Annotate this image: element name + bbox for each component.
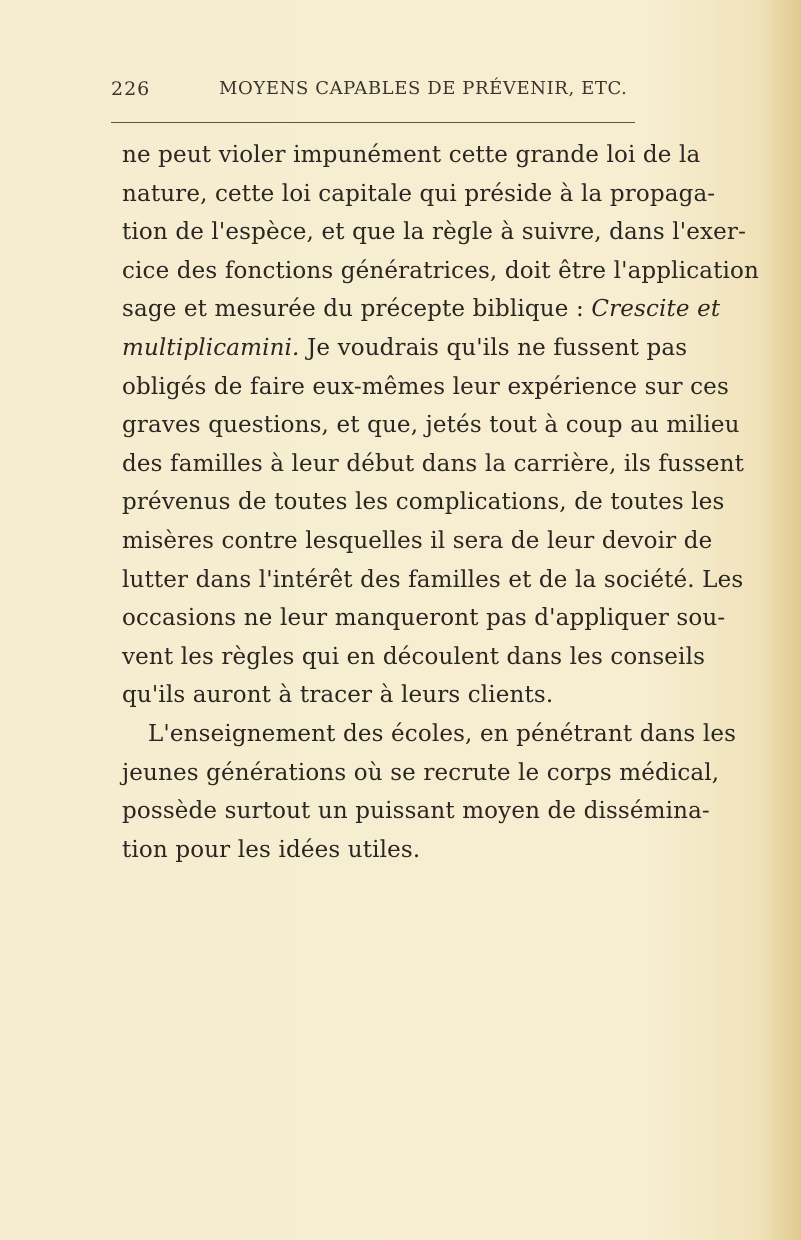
text-line — [122, 290, 721, 329]
text-segment: sage et mesurée du précepte biblique : — [122, 296, 592, 323]
text-line: jeunes générations où se recrute le corps médical, — [122, 759, 720, 786]
text-line: tion pour les idées utiles. — [122, 836, 421, 863]
text-line — [122, 329, 712, 368]
text-line: ne peut violer impunément cette grande loi de la — [122, 142, 701, 168]
page-number: 226 — [111, 78, 151, 100]
text-segment: Je voudrais qu'ils ne fussent pas — [299, 334, 688, 361]
latin-quote-continued: multiplicamini. — [122, 334, 300, 361]
text-line: des familles à leur début dans la carrière, ils fussent — [122, 450, 745, 477]
text-line: L'enseignement des écoles, en pénétrant dans les — [148, 720, 737, 747]
body-text — [122, 136, 759, 869]
text-line: possède surtout un puissant moyen de dissémina- — [122, 798, 710, 825]
page-header — [111, 78, 631, 108]
text-line: nature, cette loi capitale qui préside à la propaga- — [122, 180, 716, 207]
paragraph-2 — [122, 715, 737, 869]
text-line: cice des fonctions génératrices, doit être l'application — [122, 257, 759, 284]
text-line: occasions ne leur manqueront pas d'appliquer sou- — [122, 605, 726, 632]
page-edge-shadow — [765, 0, 801, 1240]
paragraph-1 — [122, 136, 759, 715]
text-line: obligés de faire eux-mêmes leur expérience sur ces — [122, 373, 729, 400]
text-line: misères contre lesquelles il sera de leur devoir de — [122, 527, 713, 554]
running-title: MOYENS CAPABLES DE PRÉVENIR, ETC. — [219, 78, 628, 99]
text-line: prévenus de toutes les complications, de toutes les — [122, 489, 725, 516]
text-line: vent les règles qui en découlent dans les conseils — [122, 643, 706, 670]
latin-quote: Crescite et — [591, 296, 721, 323]
text-line: graves questions, et que, jetés tout à coup au milieu — [122, 412, 740, 439]
header-rule — [111, 122, 635, 123]
text-line: tion de l'espèce, et que la règle à suivre, dans l'exer- — [122, 219, 746, 246]
text-line: lutter dans l'intérêt des familles et de la société. Les — [122, 566, 744, 593]
text-line: qu'ils auront à tracer à leurs clients. — [122, 682, 554, 709]
